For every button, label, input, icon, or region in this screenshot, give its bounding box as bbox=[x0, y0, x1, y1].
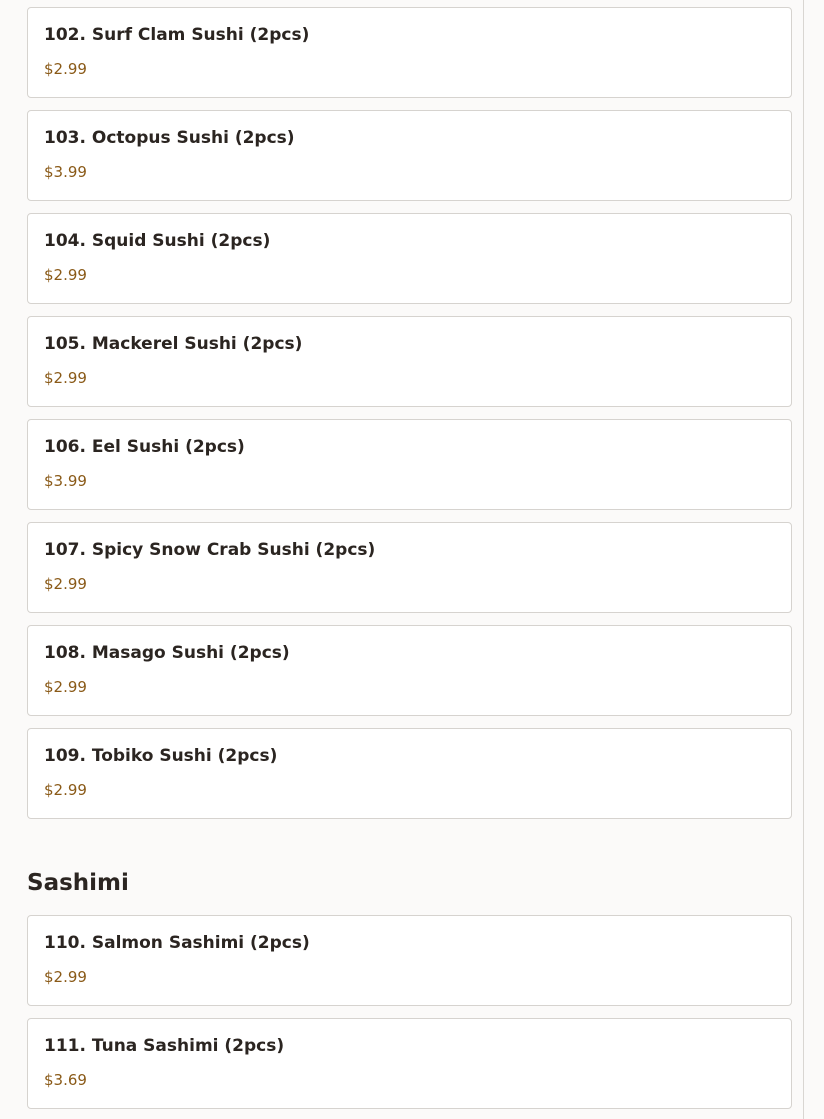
menu-item-card[interactable] bbox=[27, 419, 792, 510]
menu-item-name: 110. Salmon Sashimi (2pcs) bbox=[44, 933, 310, 953]
menu-item-name: 109. Tobiko Sushi (2pcs) bbox=[44, 746, 278, 766]
menu-item-name: 108. Masago Sushi (2pcs) bbox=[44, 643, 290, 663]
menu-item-card[interactable] bbox=[27, 7, 792, 98]
menu-item-name: 106. Eel Sushi (2pcs) bbox=[44, 437, 245, 457]
menu-item-name: 103. Octopus Sushi (2pcs) bbox=[44, 128, 295, 148]
menu-item-name: 105. Mackerel Sushi (2pcs) bbox=[44, 334, 303, 354]
menu-item-price: $2.99 bbox=[44, 266, 87, 284]
menu-item-name: 102. Surf Clam Sushi (2pcs) bbox=[44, 25, 310, 45]
menu-item-price: $2.99 bbox=[44, 575, 87, 593]
menu-item-card[interactable] bbox=[27, 728, 792, 819]
menu-item-price: $2.99 bbox=[44, 968, 87, 986]
menu-item-card[interactable] bbox=[27, 110, 792, 201]
menu-item-name: 107. Spicy Snow Crab Sushi (2pcs) bbox=[44, 540, 376, 560]
menu-item-card[interactable] bbox=[27, 213, 792, 304]
menu-item-card[interactable] bbox=[27, 522, 792, 613]
menu-list bbox=[27, 7, 792, 1119]
menu-item-card[interactable] bbox=[27, 625, 792, 716]
menu-item-name: 104. Squid Sushi (2pcs) bbox=[44, 231, 271, 251]
menu-item-price: $2.99 bbox=[44, 678, 87, 696]
scroll-divider bbox=[803, 0, 804, 1119]
section-sashimi bbox=[27, 831, 792, 1119]
menu-item-price: $2.99 bbox=[44, 369, 87, 387]
section-sushi bbox=[27, 7, 792, 831]
menu-item-card[interactable] bbox=[27, 1018, 792, 1109]
menu-item-price: $2.99 bbox=[44, 781, 87, 799]
menu-item-price: $3.99 bbox=[44, 163, 87, 181]
menu-item-card[interactable] bbox=[27, 316, 792, 407]
menu-item-card[interactable] bbox=[27, 915, 792, 1006]
menu-item-name: 111. Tuna Sashimi (2pcs) bbox=[44, 1036, 285, 1056]
section-heading: Sashimi bbox=[27, 870, 129, 896]
menu-item-price: $3.69 bbox=[44, 1071, 87, 1089]
menu-item-price: $2.99 bbox=[44, 60, 87, 78]
menu-item-price: $3.99 bbox=[44, 472, 87, 490]
